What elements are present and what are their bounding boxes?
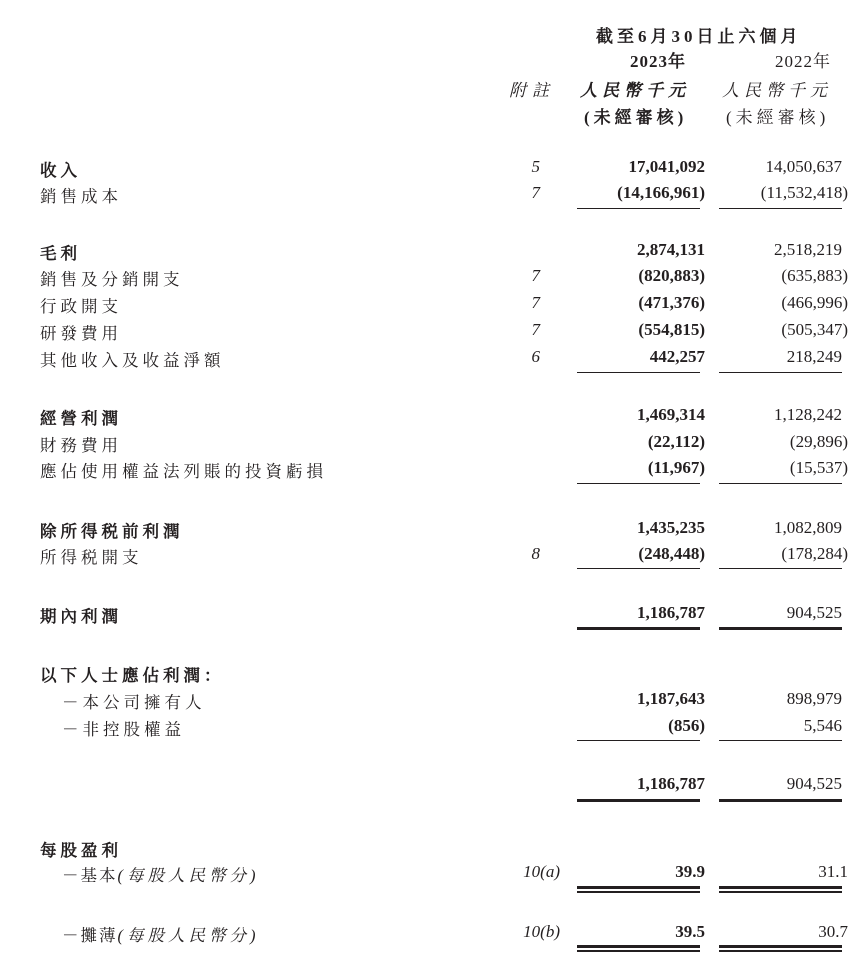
row-label: 財務費用 (40, 436, 122, 455)
row-owners-of-company (0, 689, 857, 715)
value-2022: 218,249 (786, 347, 842, 366)
row-note: 10(b) (523, 922, 560, 941)
value-2022: (635,883) (781, 266, 848, 285)
row-label: 以下人士應佔利潤： (40, 666, 225, 685)
value-2023: 442,257 (649, 347, 705, 366)
value-2023: 17,041,092 (628, 157, 705, 176)
row-label: 其他收入及收益淨額 (40, 351, 225, 370)
subtotal-rule (719, 740, 842, 741)
total-rule (577, 945, 700, 948)
row-note: 5 (531, 157, 540, 176)
value-2022: 31.1 (818, 862, 848, 881)
subtotal-rule (577, 568, 700, 569)
row-label: 銷售及分銷開支 (40, 270, 184, 289)
row-label: 所得税開支 (40, 548, 143, 567)
total-rule (719, 886, 842, 889)
row-note: 7 (531, 320, 540, 339)
value-2023: 1,186,787 (637, 603, 705, 622)
row-profit-for-period (0, 603, 857, 629)
value-2022: 14,050,637 (765, 157, 842, 176)
year-current: 2023年 (630, 52, 686, 71)
value-2023: 1,186,787 (637, 774, 705, 793)
value-2022: 1,128,242 (774, 405, 842, 424)
row-finance-costs (0, 432, 857, 458)
value-2023: 39.9 (675, 862, 705, 881)
subtotal-rule (577, 740, 700, 741)
total-rule-second (719, 950, 842, 952)
value-2022: 2,518,219 (774, 240, 842, 259)
value-2023: 2,874,131 (637, 240, 705, 259)
currency-current: 人民幣千元 (580, 81, 690, 100)
total-rule-second (577, 891, 700, 893)
row-note: 7 (531, 183, 540, 202)
subtotal-rule (577, 372, 700, 373)
currency-prior: 人民幣千元 (722, 81, 832, 100)
row-label: －本公司擁有人 (62, 693, 206, 712)
row-label: 研發費用 (40, 324, 122, 343)
row-profit-before-tax (0, 518, 857, 544)
value-2022: (15,537) (789, 458, 848, 477)
row-income-tax (0, 544, 857, 570)
row-label: 除所得税前利潤 (40, 522, 184, 541)
row-eps-basic (0, 862, 857, 888)
total-rule (719, 799, 842, 802)
total-rule-second (577, 950, 700, 952)
subtotal-rule (719, 372, 842, 373)
row-label: 應佔使用權益法列賬的投資虧損 (40, 462, 327, 481)
row-label (62, 862, 260, 886)
row-label: －非控股權益 (62, 720, 185, 739)
value-2022: (178,284) (781, 544, 848, 563)
row-revenue (0, 157, 857, 183)
row-label: 收入 (40, 161, 81, 180)
row-label: 每股盈利 (40, 841, 122, 860)
total-rule (577, 886, 700, 889)
row-rnd-expenses (0, 320, 857, 346)
value-2023: (856) (668, 716, 705, 735)
value-2022: 1,082,809 (774, 518, 842, 537)
value-2023: (820,883) (638, 266, 705, 285)
total-rule (719, 627, 842, 630)
row-note: 7 (531, 293, 540, 312)
value-2022: (29,896) (789, 432, 848, 451)
subtotal-rule (577, 483, 700, 484)
row-note: 6 (531, 347, 540, 366)
row-label: 銷售成本 (40, 187, 122, 206)
value-2022: 30.7 (818, 922, 848, 941)
total-rule (577, 627, 700, 630)
value-2023: 39.5 (675, 922, 705, 941)
row-label: 期內利潤 (40, 607, 122, 626)
row-gross-profit (0, 240, 857, 266)
subtotal-rule (577, 208, 700, 209)
value-2023: (22,112) (647, 432, 705, 451)
eps-unit: (每股人民幣分) (117, 866, 260, 885)
row-share-of-losses (0, 458, 857, 484)
row-cost-of-sales (0, 183, 857, 209)
row-label (62, 922, 260, 946)
subtotal-rule (719, 568, 842, 569)
total-rule (577, 799, 700, 802)
note-column-header: 附註 (509, 81, 555, 100)
value-2022: (11,532,418) (760, 183, 848, 202)
value-2022: 898,979 (786, 689, 842, 708)
row-attributable-heading (0, 662, 857, 688)
row-attributable-total (0, 774, 857, 800)
row-note: 8 (531, 544, 540, 563)
value-2023: (248,448) (638, 544, 705, 563)
total-rule-second (719, 891, 842, 893)
value-2022: 904,525 (786, 603, 842, 622)
row-note: 10(a) (523, 862, 560, 881)
subtotal-rule (719, 483, 842, 484)
value-2022: 904,525 (786, 774, 842, 793)
row-selling-expenses (0, 266, 857, 292)
value-2023: (11,967) (647, 458, 705, 477)
row-eps-heading (0, 837, 857, 863)
eps-unit: (每股人民幣分) (117, 926, 260, 945)
value-2023: (554,815) (638, 320, 705, 339)
value-2023: 1,469,314 (637, 405, 705, 424)
total-rule (719, 945, 842, 948)
value-2023: (14,166,961) (617, 183, 705, 202)
year-prior: 2022年 (775, 52, 831, 71)
eps-basic-label: －基本 (62, 866, 118, 885)
value-2022: (505,347) (781, 320, 848, 339)
row-label: 行政開支 (40, 297, 122, 316)
subtotal-rule (719, 208, 842, 209)
audit-status-prior: (未經審核) (726, 108, 830, 127)
value-2023: 1,435,235 (637, 518, 705, 537)
eps-diluted-label: －攤薄 (62, 926, 118, 945)
row-non-controlling-interests (0, 716, 857, 742)
period-header: 截至6月30日止六個月 (596, 27, 802, 46)
row-label: 經營利潤 (40, 409, 122, 428)
audit-status-current: (未經審核) (584, 108, 688, 127)
row-note: 7 (531, 266, 540, 285)
value-2022: (466,996) (781, 293, 848, 312)
row-other-income (0, 347, 857, 373)
value-2023: (471,376) (638, 293, 705, 312)
row-operating-profit (0, 405, 857, 431)
value-2023: 1,187,643 (637, 689, 705, 708)
value-2022: 5,546 (803, 716, 842, 735)
row-label: 毛利 (40, 244, 81, 263)
row-admin-expenses (0, 293, 857, 319)
